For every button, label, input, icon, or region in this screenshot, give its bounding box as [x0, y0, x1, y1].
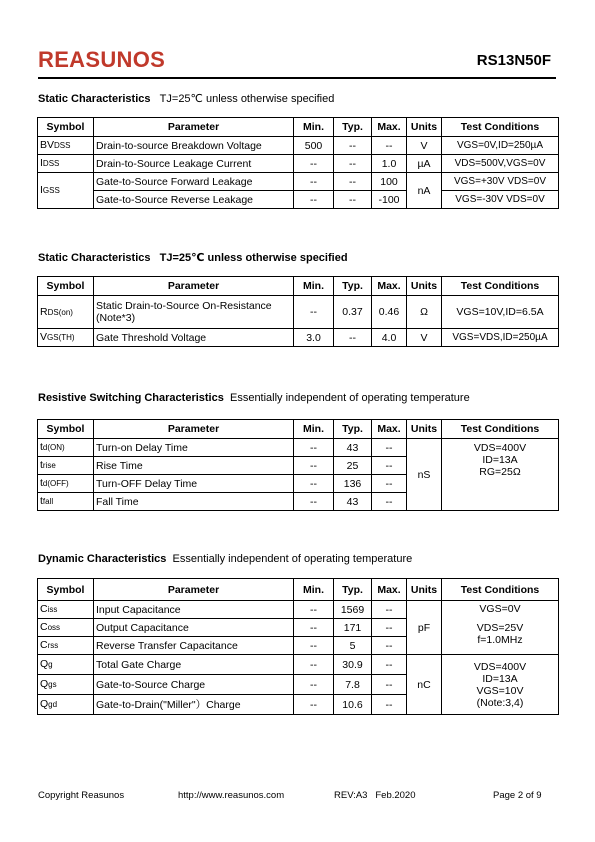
- max-cell: --: [372, 619, 407, 637]
- parameter-cell: Turn-on Delay Time: [94, 439, 294, 457]
- col-parameter: Parameter: [94, 118, 294, 137]
- table-header-row: [38, 118, 559, 137]
- symbol-cell: RDS(on): [38, 296, 94, 329]
- footer-copyright: Copyright Reasunos: [38, 790, 125, 801]
- symbol-cell: td(OFF): [38, 475, 94, 493]
- min-cell: --: [294, 173, 334, 191]
- table-row: [38, 601, 559, 619]
- symbol-cell: Ciss: [38, 601, 94, 619]
- section-heading: Resistive Switching Characteristics: [38, 392, 224, 404]
- col-units: Units: [407, 420, 442, 439]
- unit-cell: Ω: [407, 296, 442, 329]
- min-cell: --: [294, 191, 334, 209]
- col-units: Units: [407, 118, 442, 137]
- col-min: Min.: [294, 277, 334, 296]
- dynamic-characteristics-table: [37, 578, 559, 715]
- min-cell: --: [294, 439, 334, 457]
- table-row: [38, 191, 559, 209]
- typ-cell: --: [334, 137, 372, 155]
- col-units: Units: [407, 579, 442, 601]
- col-typ: Typ.: [334, 579, 372, 601]
- max-cell: --: [372, 457, 407, 475]
- switching-characteristics-table: [37, 419, 559, 511]
- parameter-cell: Static Drain-to-Source On-Resistance (Note*3): [94, 296, 294, 329]
- min-cell: --: [294, 493, 334, 511]
- symbol-cell: VGS(TH): [38, 329, 94, 347]
- test-condition-cell: VGS=+30V VDS=0V: [442, 173, 559, 191]
- parameter-cell: Turn-OFF Delay Time: [94, 475, 294, 493]
- typ-cell: 7.8: [334, 675, 372, 695]
- table-row: [38, 137, 559, 155]
- unit-cell: nS: [407, 439, 442, 511]
- col-symbol: Symbol: [38, 277, 94, 296]
- min-cell: --: [294, 695, 334, 715]
- test-condition-cell: VGS=0V,ID=250µA: [442, 137, 559, 155]
- parameter-cell: Drain-to-source Breakdown Voltage: [94, 137, 294, 155]
- parameter-cell: Gate-to-Source Forward Leakage: [94, 173, 294, 191]
- col-max: Max.: [372, 277, 407, 296]
- typ-cell: 43: [334, 439, 372, 457]
- col-min: Min.: [294, 118, 334, 137]
- col-typ: Typ.: [334, 420, 372, 439]
- section-title-switching: [38, 392, 470, 404]
- typ-cell: 136: [334, 475, 372, 493]
- parameter-cell: Output Capacitance: [94, 619, 294, 637]
- parameter-cell: Gate-to-Source Charge: [94, 675, 294, 695]
- col-max: Max.: [372, 420, 407, 439]
- section-title-dynamic: [38, 553, 412, 565]
- symbol-cell: Qgs: [38, 675, 94, 695]
- parameter-cell: Drain-to-Source Leakage Current: [94, 155, 294, 173]
- table-row: [38, 296, 559, 329]
- typ-cell: 5: [334, 637, 372, 655]
- section-subheading: Essentially independent of operating temperature: [172, 553, 413, 565]
- unit-cell: V: [407, 329, 442, 347]
- col-test-conditions: Test Conditions: [442, 579, 559, 601]
- max-cell: --: [372, 439, 407, 457]
- col-symbol: Symbol: [38, 118, 94, 137]
- parameter-cell: Gate Threshold Voltage: [94, 329, 294, 347]
- min-cell: 3.0: [294, 329, 334, 347]
- col-symbol: Symbol: [38, 420, 94, 439]
- parameter-cell: Input Capacitance: [94, 601, 294, 619]
- min-cell: --: [294, 475, 334, 493]
- col-parameter: Parameter: [94, 579, 294, 601]
- symbol-cell: Coss: [38, 619, 94, 637]
- parameter-cell: Gate-to-Drain("Miller"）Charge: [94, 695, 294, 715]
- section-heading: Static Characteristics: [38, 93, 151, 105]
- typ-cell: 171: [334, 619, 372, 637]
- typ-cell: --: [334, 173, 372, 191]
- test-condition-cell: VGS=-30V VDS=0V: [442, 191, 559, 209]
- symbol-cell: IDSS: [38, 155, 94, 173]
- test-condition-cell: VGS=0V VDS=25V f=1.0MHz: [442, 601, 559, 655]
- max-cell: --: [372, 675, 407, 695]
- unit-cell: µA: [407, 155, 442, 173]
- min-cell: --: [294, 637, 334, 655]
- unit-cell: V: [407, 137, 442, 155]
- parameter-cell: Reverse Transfer Capacitance: [94, 637, 294, 655]
- brand-logo: REASUNOS: [38, 47, 166, 72]
- col-typ: Typ.: [334, 118, 372, 137]
- symbol-cell: trise: [38, 457, 94, 475]
- typ-cell: 43: [334, 493, 372, 511]
- section-subheading: TJ=25℃ unless otherwise specified: [159, 252, 348, 264]
- table-row: [38, 655, 559, 675]
- typ-cell: 1569: [334, 601, 372, 619]
- col-min: Min.: [294, 579, 334, 601]
- symbol-cell: tfall: [38, 493, 94, 511]
- col-symbol: Symbol: [38, 579, 94, 601]
- test-condition-cell: VGS=10V,ID=6.5A: [442, 296, 559, 329]
- parameter-cell: Gate-to-Source Reverse Leakage: [94, 191, 294, 209]
- col-test-conditions: Test Conditions: [442, 118, 559, 137]
- typ-cell: 0.37: [334, 296, 372, 329]
- table-header-row: [38, 420, 559, 439]
- max-cell: --: [372, 475, 407, 493]
- min-cell: --: [294, 655, 334, 675]
- static-characteristics-table-1: [37, 117, 559, 209]
- typ-cell: 25: [334, 457, 372, 475]
- table-header-row: [38, 277, 559, 296]
- footer-url[interactable]: http://www.reasunos.com: [178, 790, 285, 801]
- unit-cell: nC: [407, 655, 442, 715]
- max-cell: 0.46: [372, 296, 407, 329]
- max-cell: 1.0: [372, 155, 407, 173]
- section-subheading: TJ=25℃ unless otherwise specified: [159, 93, 335, 105]
- max-cell: --: [372, 493, 407, 511]
- typ-cell: --: [334, 191, 372, 209]
- part-number: RS13N50F: [476, 52, 551, 69]
- section-title-static-2: [38, 251, 348, 264]
- parameter-cell: Rise Time: [94, 457, 294, 475]
- col-min: Min.: [294, 420, 334, 439]
- test-condition-cell: VGS=VDS,ID=250µA: [442, 329, 559, 347]
- max-cell: 100: [372, 173, 407, 191]
- max-cell: 4.0: [372, 329, 407, 347]
- typ-cell: 30.9: [334, 655, 372, 675]
- col-test-conditions: Test Conditions: [442, 277, 559, 296]
- max-cell: -100: [372, 191, 407, 209]
- col-max: Max.: [372, 579, 407, 601]
- parameter-cell: Total Gate Charge: [94, 655, 294, 675]
- header-divider: [38, 77, 556, 79]
- min-cell: --: [294, 601, 334, 619]
- max-cell: --: [372, 137, 407, 155]
- max-cell: --: [372, 695, 407, 715]
- symbol-cell: Qg: [38, 655, 94, 675]
- min-cell: --: [294, 457, 334, 475]
- table-row: [38, 155, 559, 173]
- symbol-cell: Qgd: [38, 695, 94, 715]
- footer-page-number: Page 2 of 9: [493, 790, 542, 801]
- symbol-cell: BVDSS: [38, 137, 94, 155]
- static-characteristics-table-2: [37, 276, 559, 347]
- section-heading: Static Characteristics: [38, 252, 151, 264]
- footer-revision: REV:A3 Feb.2020: [334, 790, 416, 801]
- col-parameter: Parameter: [94, 420, 294, 439]
- symbol-cell: td(ON): [38, 439, 94, 457]
- table-row: [38, 329, 559, 347]
- section-title-static-1: [38, 92, 334, 105]
- typ-cell: --: [334, 155, 372, 173]
- min-cell: --: [294, 296, 334, 329]
- min-cell: --: [294, 619, 334, 637]
- min-cell: 500: [294, 137, 334, 155]
- min-cell: --: [294, 155, 334, 173]
- test-condition-cell: VDS=400V ID=13A VGS=10V (Note:3,4): [442, 655, 559, 715]
- test-condition-cell: VDS=500V,VGS=0V: [442, 155, 559, 173]
- unit-cell: nA: [407, 173, 442, 209]
- parameter-cell: Fall Time: [94, 493, 294, 511]
- typ-cell: 10.6: [334, 695, 372, 715]
- col-units: Units: [407, 277, 442, 296]
- min-cell: --: [294, 675, 334, 695]
- table-row: [38, 439, 559, 457]
- symbol-cell: Crss: [38, 637, 94, 655]
- col-test-conditions: Test Conditions: [442, 420, 559, 439]
- max-cell: --: [372, 637, 407, 655]
- section-heading: Dynamic Characteristics: [38, 553, 167, 565]
- col-typ: Typ.: [334, 277, 372, 296]
- table-header-row: [38, 579, 559, 601]
- symbol-cell: IGSS: [38, 173, 94, 209]
- typ-cell: --: [334, 329, 372, 347]
- max-cell: --: [372, 601, 407, 619]
- table-row: [38, 173, 559, 191]
- section-subheading: Essentially independent of operating temperature: [229, 392, 470, 404]
- test-condition-cell: VDS=400V ID=13A RG=25Ω: [442, 439, 559, 511]
- col-max: Max.: [372, 118, 407, 137]
- unit-cell: pF: [407, 601, 442, 655]
- col-parameter: Parameter: [94, 277, 294, 296]
- max-cell: --: [372, 655, 407, 675]
